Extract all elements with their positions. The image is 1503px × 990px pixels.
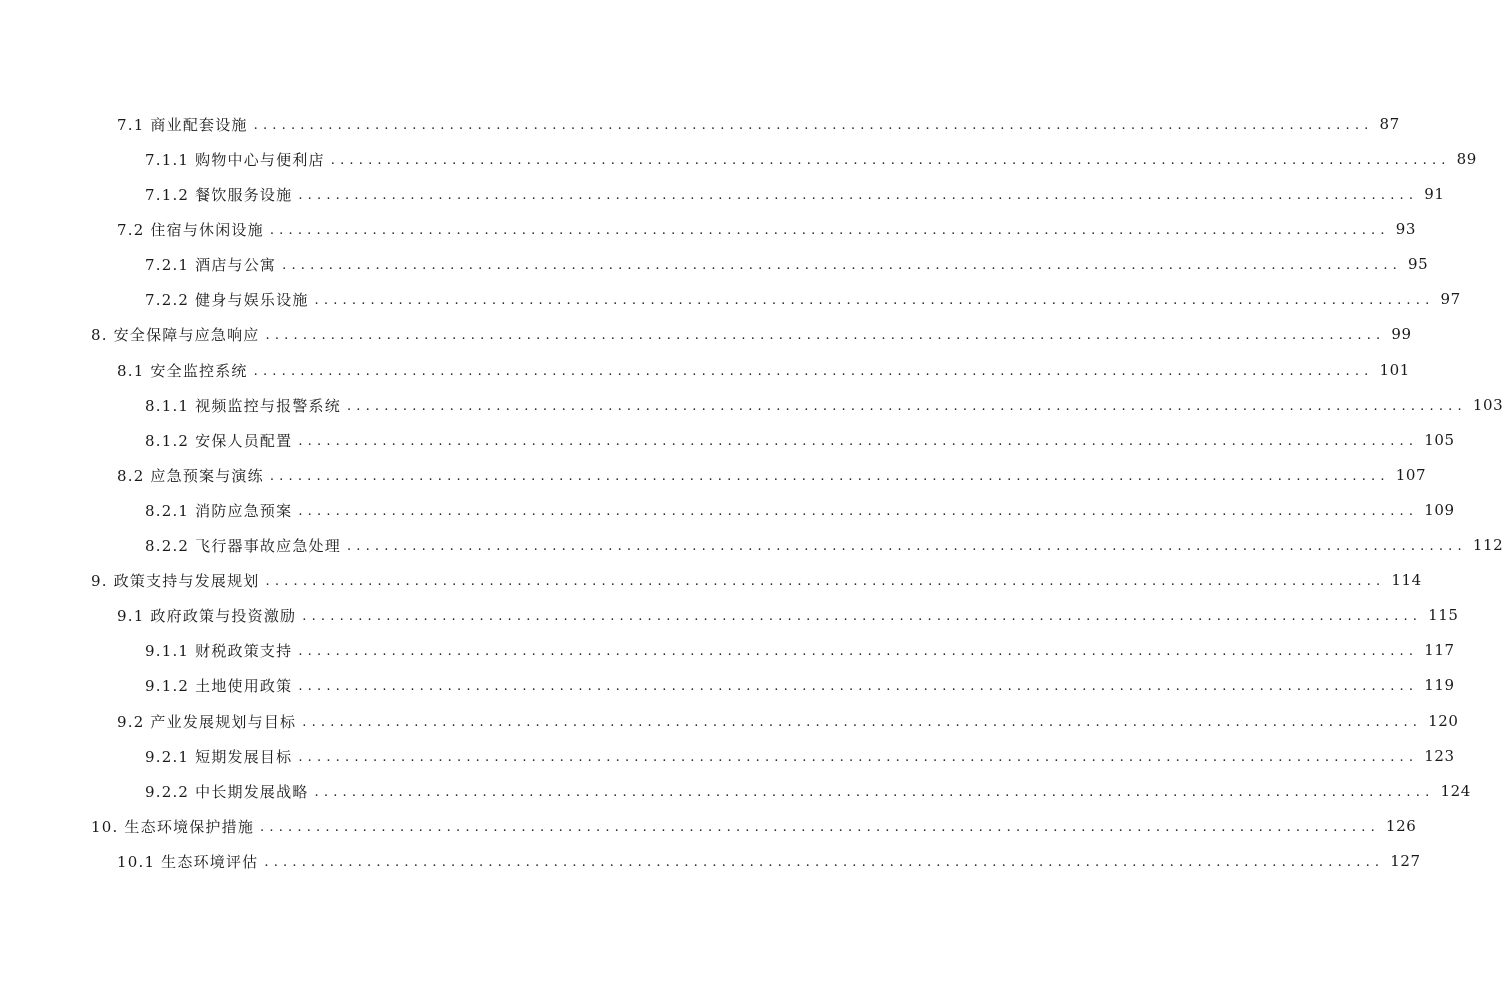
toc-entry-label: 7.2 住宿与休闲设施 — [117, 220, 264, 239]
toc-page-number: 126 — [1385, 817, 1417, 835]
toc-dot-leader: ........................................................................................................................ — [269, 468, 1390, 484]
toc-page-number: 89 — [1456, 150, 1477, 168]
toc-entry-label: 7.1.2 餐饮服务设施 — [145, 185, 293, 204]
toc-entry[interactable] — [145, 668, 1455, 702]
toc-dot-leader: ........................................................................................................................ — [346, 538, 1467, 554]
toc-dot-leader: ........................................................................................................................ — [265, 573, 1386, 589]
toc-entry-label: 8.1.1 视频监控与报警系统 — [145, 396, 341, 415]
toc-page-number: 103 — [1472, 396, 1503, 414]
toc-dot-leader: ........................................................................................................................ — [265, 327, 1386, 343]
toc-entry[interactable] — [145, 142, 1477, 176]
toc-page-number: 127 — [1390, 852, 1421, 870]
toc-entry-label: 8.2.2 飞行器事故应急处理 — [145, 536, 341, 555]
toc-entry-label: 10.1 生态环境评估 — [117, 852, 259, 871]
toc-page-number: 87 — [1379, 115, 1400, 133]
toc-dot-leader: ........................................................................................................................ — [302, 608, 1423, 624]
toc-dot-leader: ........................................................................................................................ — [298, 187, 1419, 203]
toc-entry-label: 8.1 安全监控系统 — [117, 361, 248, 380]
toc-page-number: 124 — [1440, 782, 1471, 800]
toc-entry[interactable] — [117, 458, 1427, 492]
toc-entry[interactable] — [91, 317, 1412, 351]
toc-entry-label: 8.1.2 安保人员配置 — [145, 431, 293, 450]
toc-entry[interactable] — [145, 774, 1471, 808]
toc-dot-leader: ........................................................................................................................ — [282, 257, 1403, 273]
toc-page-number: 117 — [1424, 641, 1455, 659]
toc-entry[interactable] — [117, 107, 1400, 141]
toc-entry-label: 8.2 应急预案与演练 — [117, 466, 264, 485]
toc-dot-leader: ........................................................................................................................ — [253, 363, 1374, 379]
toc-page-number: 115 — [1428, 606, 1459, 624]
toc-page-number: 93 — [1395, 220, 1417, 238]
toc-dot-leader: ........................................................................................................................ — [298, 433, 1419, 449]
toc-entry[interactable] — [145, 423, 1455, 457]
toc-entry-label: 9.2 产业发展规划与目标 — [117, 712, 297, 731]
toc-dot-leader: ........................................................................................................................ — [253, 117, 1374, 133]
toc-page-number: 101 — [1379, 361, 1410, 379]
toc-entry-label: 8. 安全保障与应急响应 — [91, 325, 260, 344]
toc-dot-leader: ........................................................................................................................ — [260, 819, 1380, 835]
toc-entry[interactable] — [145, 282, 1461, 316]
toc-page-number: 112 — [1472, 536, 1503, 554]
toc-entry[interactable] — [145, 247, 1429, 281]
toc-page-number: 97 — [1440, 290, 1461, 308]
toc-entry[interactable] — [145, 528, 1503, 562]
toc-entry[interactable] — [145, 177, 1445, 211]
toc-entry-label: 9.2.2 中长期发展战略 — [145, 782, 309, 801]
toc-entry[interactable] — [117, 704, 1459, 738]
toc-entry[interactable] — [91, 563, 1422, 597]
toc-page-number: 99 — [1391, 325, 1412, 343]
toc-entry-label: 7.1.1 购物中心与便利店 — [145, 150, 325, 169]
toc-page-number: 114 — [1391, 571, 1422, 589]
toc-page-number: 120 — [1428, 712, 1459, 730]
toc-dot-leader: ........................................................................................................................ — [302, 714, 1423, 730]
toc-page-number: 95 — [1408, 255, 1429, 273]
toc-page-number: 123 — [1424, 747, 1455, 765]
toc-entry[interactable] — [117, 844, 1421, 878]
toc-entry[interactable] — [91, 809, 1417, 843]
toc-dot-leader: ........................................................................................................................ — [264, 854, 1385, 870]
toc-dot-leader: ........................................................................................................................ — [314, 292, 1435, 308]
toc-dot-leader: ........................................................................................................................ — [346, 398, 1467, 414]
toc-dot-leader: ........................................................................................................................ — [314, 784, 1435, 800]
toc-entry[interactable] — [117, 212, 1417, 246]
toc-entry[interactable] — [145, 633, 1455, 667]
toc-entry-label: 7.1 商业配套设施 — [117, 115, 248, 134]
toc-entry[interactable] — [117, 598, 1459, 632]
toc-entry-label: 10. 生态环境保护措施 — [91, 817, 255, 836]
toc-page-number: 107 — [1395, 466, 1427, 484]
toc-entry[interactable] — [145, 388, 1503, 422]
toc-entry-label: 7.2.1 酒店与公寓 — [145, 255, 277, 274]
toc-entry-label: 9.1.1 财税政策支持 — [145, 641, 293, 660]
toc-dot-leader: ........................................................................................................................ — [298, 643, 1419, 659]
toc-entry-label: 9.2.1 短期发展目标 — [145, 747, 293, 766]
toc-entry[interactable] — [145, 739, 1455, 773]
toc-entry-label: 9.1.2 土地使用政策 — [145, 676, 293, 695]
toc-entry[interactable] — [145, 493, 1455, 527]
toc-entry-label: 8.2.1 消防应急预案 — [145, 501, 293, 520]
toc-dot-leader: ........................................................................................................................ — [330, 152, 1451, 168]
toc-page-number: 91 — [1424, 185, 1445, 203]
toc-entry-label: 9. 政策支持与发展规划 — [91, 571, 260, 590]
toc-dot-leader: ........................................................................................................................ — [298, 678, 1419, 694]
toc-dot-leader: ........................................................................................................................ — [298, 749, 1419, 765]
toc-page-number: 119 — [1424, 676, 1455, 694]
toc-entry-label: 7.2.2 健身与娱乐设施 — [145, 290, 309, 309]
toc-page-number: 105 — [1424, 431, 1455, 449]
toc-dot-leader: ........................................................................................................................ — [269, 222, 1390, 238]
toc-dot-leader: ........................................................................................................................ — [298, 503, 1419, 519]
toc-entry-label: 9.1 政府政策与投资激励 — [117, 606, 297, 625]
toc-page-number: 109 — [1424, 501, 1455, 519]
toc-entry[interactable] — [117, 353, 1410, 387]
